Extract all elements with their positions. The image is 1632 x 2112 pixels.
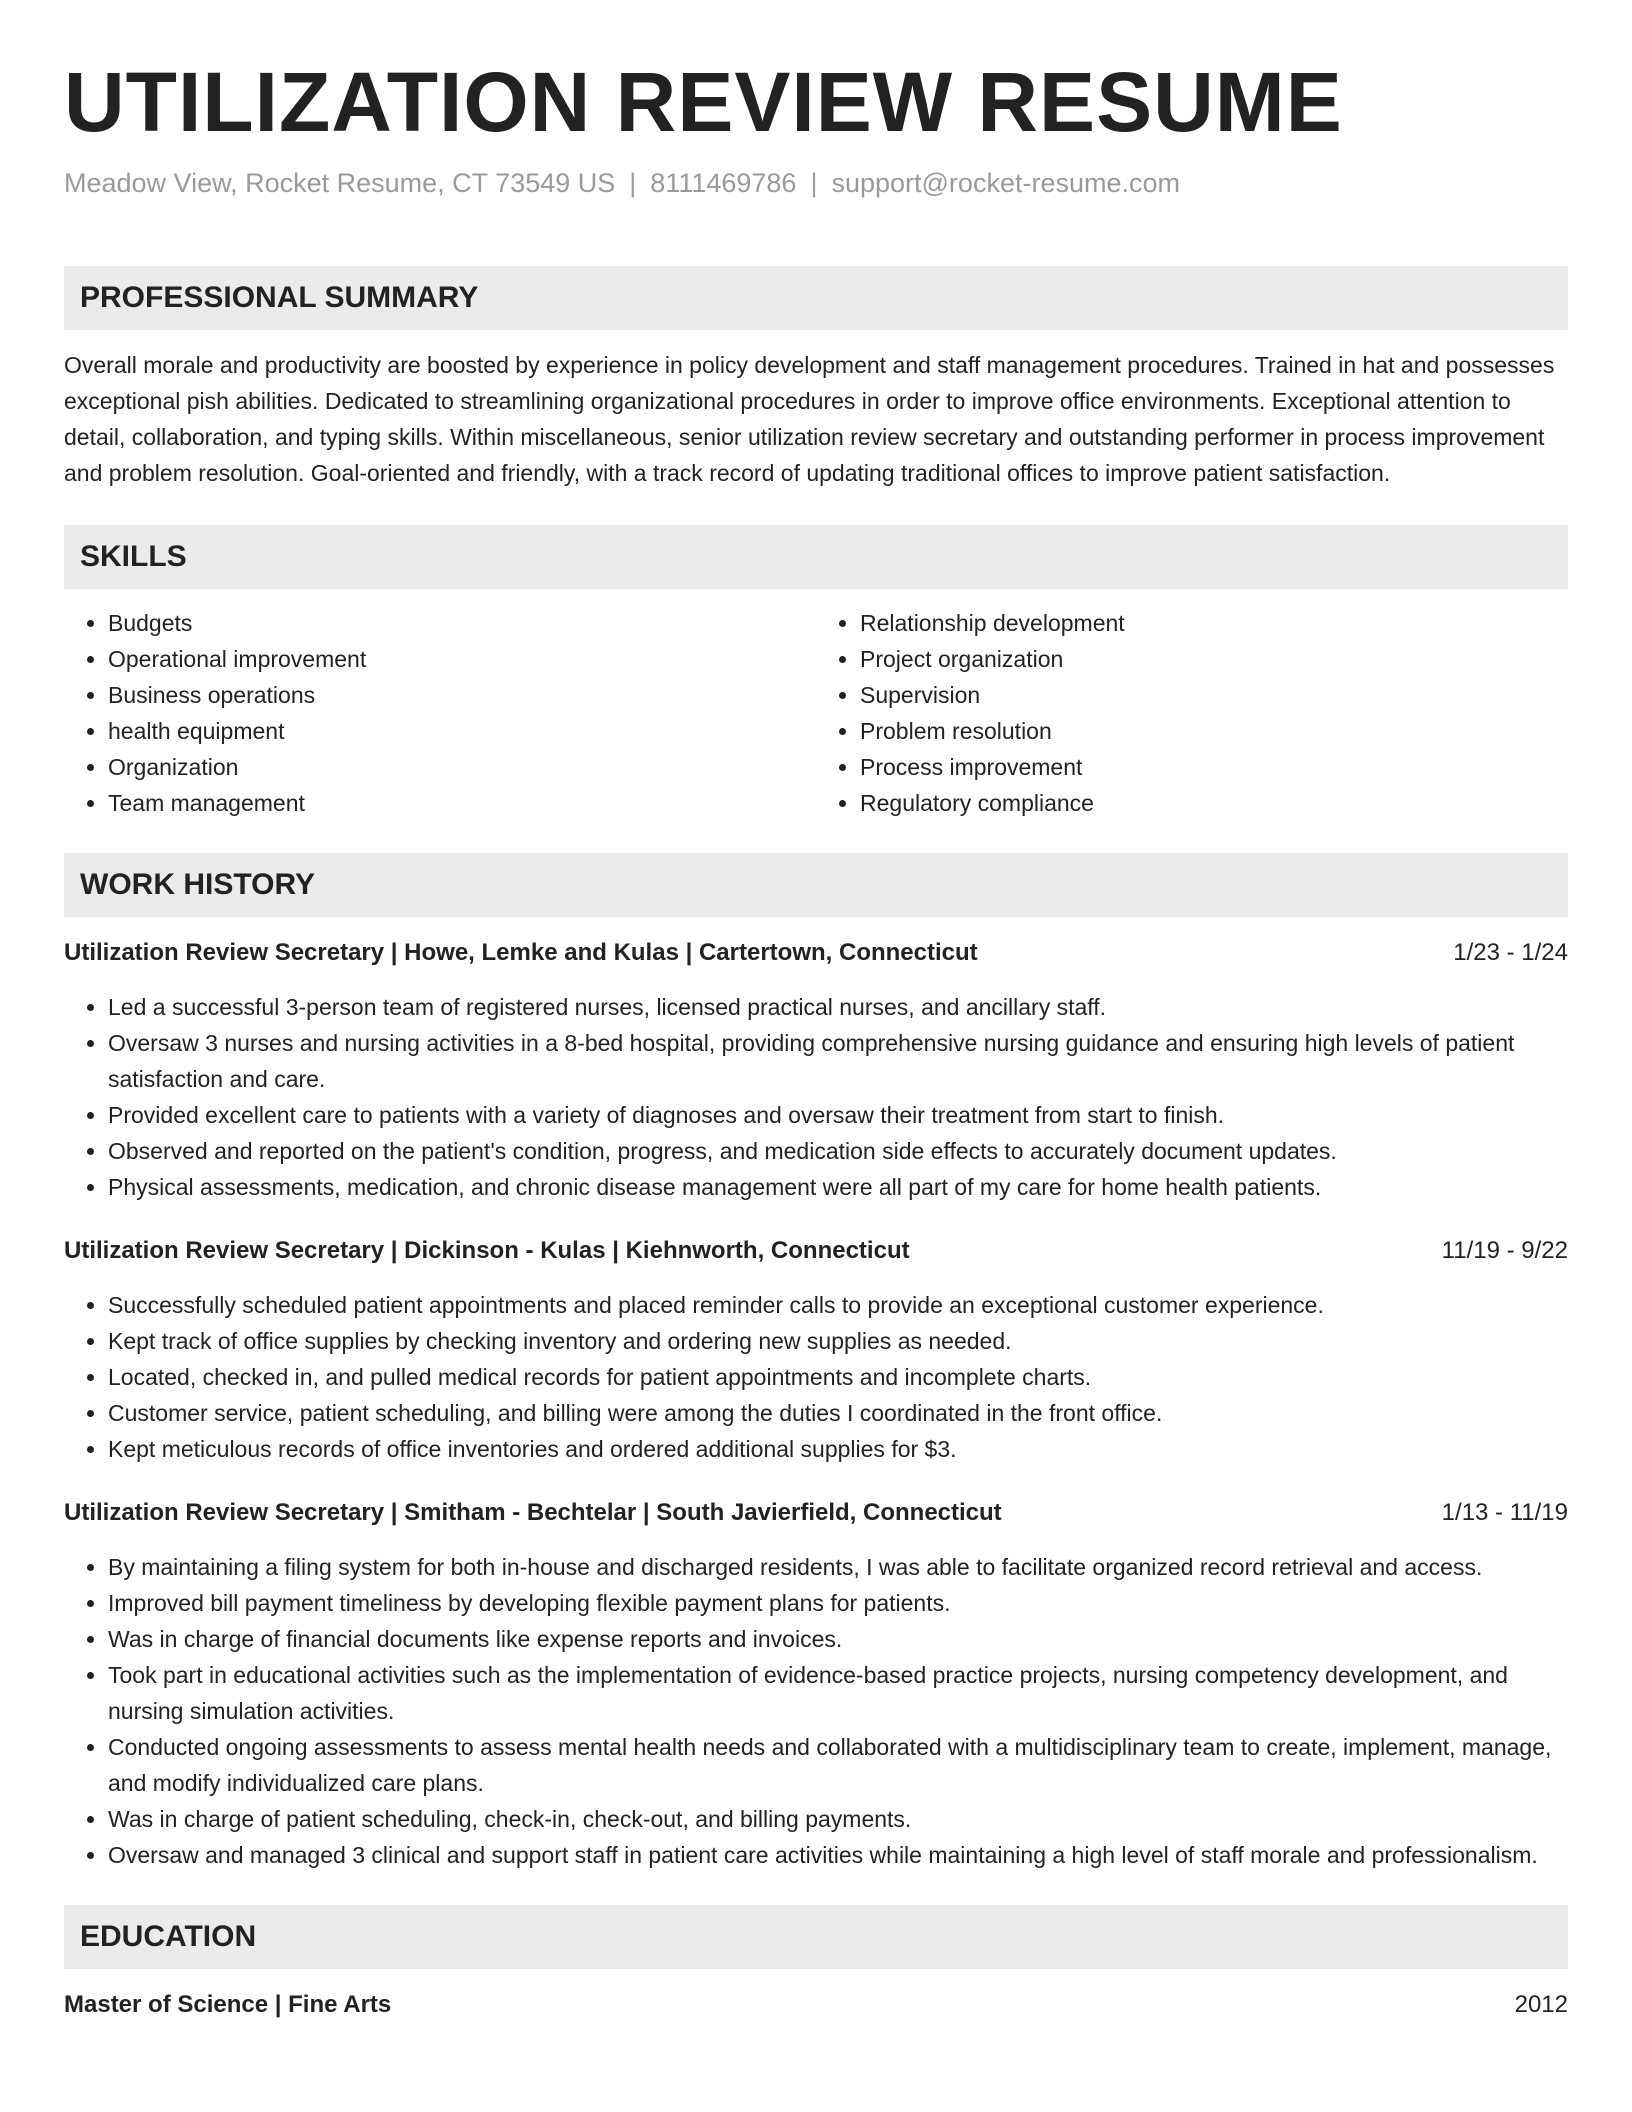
skills-column-right (816, 605, 1568, 821)
summary-text: Overall morale and productivity are boosted by experience in policy development and staff management procedures. Trained in hat and possesses exceptional pish abilities. Dedicated to streamlining organizational procedures in order to improve office environments. Exceptional attention to detail, collaboration, and typing skills. Within miscellaneous, senior utilization review secretary and outstanding performer in process improvement and problem resolution. Goal-oriented and friendly, with a track record of updating traditional offices to improve patient satisfaction. (64, 352, 1555, 486)
job-title: Utilization Review Secretary | Dickinson - Kulas | Kiehnworth, Connecticut (64, 1237, 910, 1264)
job-bullet: • Kept track of office supplies by checking inventory and ordering new supplies as needed. (108, 1323, 1568, 1359)
job-bullet: • Successfully scheduled patient appointments and placed reminder calls to provide an exceptional customer experience. (108, 1287, 1568, 1323)
job-bullet: • Was in charge of financial documents like expense reports and invoices. (108, 1621, 1568, 1657)
skills-list (64, 605, 1568, 821)
skill-item: • Business operations (108, 677, 816, 713)
skill-item: • Project organization (860, 641, 1568, 677)
contact-email: support@rocket-resume.com (831, 168, 1180, 198)
job-bullet: • Improved bill payment timeliness by developing flexible payment plans for patients. (108, 1585, 1568, 1621)
education-degree: Master of Science | Fine Arts (64, 1991, 392, 2018)
job-bullet: • Kept meticulous records of office inventories and ordered additional supplies for $3. (108, 1431, 1568, 1467)
skill-item: • Relationship development (860, 605, 1568, 641)
job-bullet: • Physical assessments, medication, and chronic disease management were all part of my care for home health patients. (108, 1169, 1568, 1205)
section-heading-summary: PROFESSIONAL SUMMARY (64, 266, 1568, 330)
contact-address: Meadow View, Rocket Resume, CT 73549 US (64, 168, 616, 198)
job-bullet: • Conducted ongoing assessments to assess mental health needs and collaborated with a multidisciplinary team to create, implement, manage, and modify individualized care plans. (108, 1729, 1568, 1801)
contact-line (64, 166, 1568, 200)
job-bullet: • Customer service, patient scheduling, and billing were among the duties I coordinated in the front office. (108, 1395, 1568, 1431)
contact-phone: 8111469786 (650, 168, 797, 198)
job-bullets (64, 1549, 1568, 1873)
skill-item: • Operational improvement (108, 641, 816, 677)
job-bullet: • Took part in educational activities such as the implementation of evidence-based practice projects, nursing competency development, and nursing simulation activities. (108, 1657, 1568, 1729)
skill-item: • health equipment (108, 713, 816, 749)
job-bullet: • Led a successful 3-person team of registered nurses, licensed practical nurses, and ancillary staff. (108, 989, 1568, 1025)
job-title: Utilization Review Secretary | Smitham - Bechtelar | South Javierfield, Connecticut (64, 1499, 1002, 1526)
job-bullet: • Observed and reported on the patient's condition, progress, and medication side effects to accurately document updates. (108, 1133, 1568, 1169)
contact-separator: | (629, 168, 637, 198)
skill-item: • Regulatory compliance (860, 785, 1568, 821)
skill-item: • Problem resolution (860, 713, 1568, 749)
skill-item: • Team management (108, 785, 816, 821)
job-bullets (64, 1287, 1568, 1467)
education-year: 2012 (1514, 1991, 1568, 2018)
job-bullet: • Was in charge of patient scheduling, check-in, check-out, and billing payments. (108, 1801, 1568, 1837)
job-header (64, 1235, 1568, 1267)
page-title: UTILIZATION REVIEW RESUME (64, 55, 1343, 149)
job-dates: 1/13 - 11/19 (1441, 1499, 1568, 1526)
section-heading-skills: SKILLS (64, 525, 1568, 589)
job-entry (64, 937, 1568, 1205)
job-entry (64, 1235, 1568, 1467)
job-bullet: • Oversaw 3 nurses and nursing activities in a 8-bed hospital, providing comprehensive nursing guidance and ensuring high levels of patient satisfaction and care. (108, 1025, 1568, 1097)
job-dates: 1/23 - 1/24 (1453, 939, 1568, 966)
job-bullet: • By maintaining a filing system for both in-house and discharged residents, I was able to facilitate organized record retrieval and access. (108, 1549, 1568, 1585)
job-bullet: • Provided excellent care to patients with a variety of diagnoses and oversaw their treatment from start to finish. (108, 1097, 1568, 1133)
section-heading-education: EDUCATION (64, 1905, 1568, 1969)
education-entry (64, 1989, 1568, 2021)
contact-separator: | (810, 168, 818, 198)
skill-item: • Supervision (860, 677, 1568, 713)
skill-item: • Budgets (108, 605, 816, 641)
job-entry (64, 1497, 1568, 1873)
job-header (64, 1497, 1568, 1529)
job-bullet: • Oversaw and managed 3 clinical and support staff in patient care activities while maintaining a high level of staff morale and professionalism. (108, 1837, 1568, 1873)
skill-item: • Process improvement (860, 749, 1568, 785)
job-title: Utilization Review Secretary | Howe, Lemke and Kulas | Cartertown, Connecticut (64, 939, 978, 966)
skills-column-left (64, 605, 816, 821)
job-header (64, 937, 1568, 969)
job-bullet: • Located, checked in, and pulled medical records for patient appointments and incomplete charts. (108, 1359, 1568, 1395)
skill-item: • Organization (108, 749, 816, 785)
section-heading-work-history: WORK HISTORY (64, 853, 1568, 917)
job-bullets (64, 989, 1568, 1205)
job-dates: 11/19 - 9/22 (1441, 1237, 1568, 1264)
